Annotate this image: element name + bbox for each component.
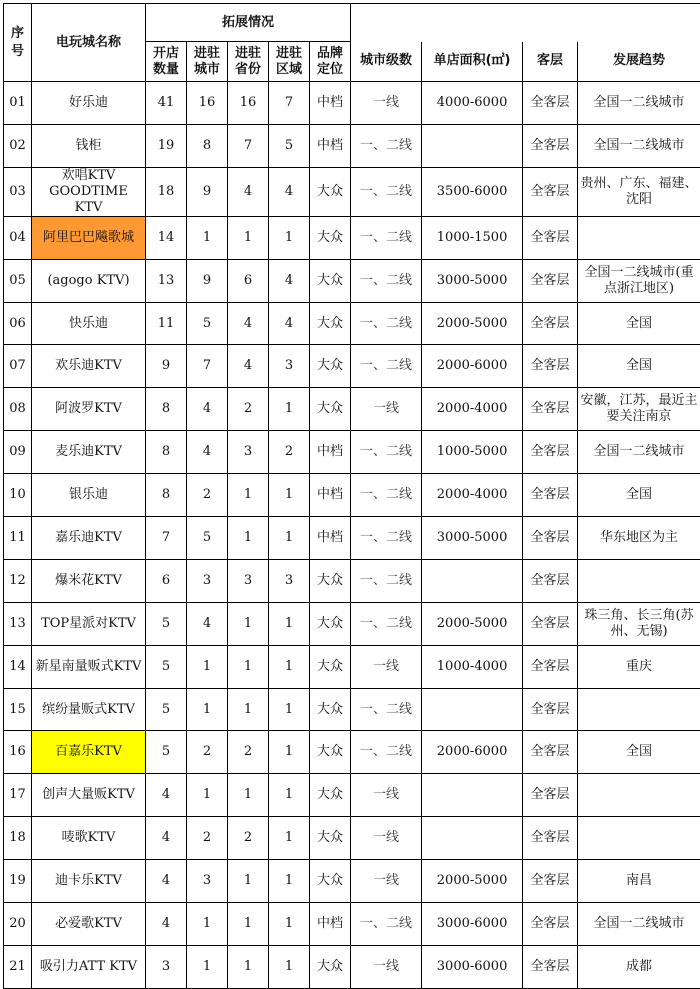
cell-stores: 5 (146, 645, 187, 688)
header-customer: 客层 (523, 42, 578, 82)
table-row (4, 860, 700, 903)
cell-provinces: 6 (228, 259, 269, 302)
cell-trend: 安徽，江苏，最近主要关注南京 (578, 388, 700, 431)
cell-city-level: 一、二线 (351, 903, 422, 946)
cell-trend (578, 817, 700, 860)
cell-area: 3000-6000 (422, 945, 523, 988)
header-area: 单店面积(㎡) (422, 42, 523, 82)
cell-cities: 5 (187, 517, 228, 560)
cell-name: 好乐迪 (32, 82, 146, 125)
cell-city-level: 一线 (351, 82, 422, 125)
cell-cities: 7 (187, 345, 228, 388)
cell-trend: 贵州、广东、福建、沈阳 (578, 167, 700, 216)
cell-customer: 全客层 (523, 903, 578, 946)
cell-name: 爆米花KTV (32, 559, 146, 602)
cell-seq: 02 (4, 124, 32, 167)
cell-area: 4000-6000 (422, 82, 523, 125)
cell-customer: 全客层 (523, 517, 578, 560)
table-row (4, 559, 700, 602)
cell-trend: 全国 (578, 345, 700, 388)
cell-trend: 全国 (578, 731, 700, 774)
cell-area: 2000-6000 (422, 731, 523, 774)
table-row (4, 945, 700, 988)
cell-positioning: 大众 (310, 167, 351, 216)
cell-districts: 1 (269, 731, 310, 774)
cell-city-level: 一、二线 (351, 517, 422, 560)
cell-provinces: 2 (228, 817, 269, 860)
cell-trend (578, 216, 700, 259)
cell-cities: 4 (187, 388, 228, 431)
cell-provinces: 4 (228, 167, 269, 216)
cell-customer: 全客层 (523, 645, 578, 688)
cell-cities: 16 (187, 82, 228, 125)
cell-positioning: 大众 (310, 259, 351, 302)
cell-cities: 1 (187, 774, 228, 817)
cell-districts: 2 (269, 431, 310, 474)
cell-districts: 1 (269, 388, 310, 431)
cell-city-level: 一线 (351, 774, 422, 817)
cell-name: 麦乐迪KTV (32, 431, 146, 474)
cell-positioning: 中档 (310, 82, 351, 125)
cell-districts: 1 (269, 774, 310, 817)
cell-city-level: 一、二线 (351, 731, 422, 774)
cell-customer: 全客层 (523, 124, 578, 167)
cell-name: 银乐迪 (32, 474, 146, 517)
cell-trend: 华东地区为主 (578, 517, 700, 560)
cell-trend (578, 774, 700, 817)
cell-customer: 全客层 (523, 302, 578, 345)
cell-name: 缤纷量贩式KTV (32, 688, 146, 731)
cell-seq: 04 (4, 216, 32, 259)
cell-area: 2000-5000 (422, 602, 523, 645)
cell-city-level: 一、二线 (351, 431, 422, 474)
cell-provinces: 4 (228, 302, 269, 345)
cell-provinces: 1 (228, 645, 269, 688)
cell-stores: 5 (146, 602, 187, 645)
cell-stores: 19 (146, 124, 187, 167)
cell-provinces: 1 (228, 945, 269, 988)
cell-seq: 14 (4, 645, 32, 688)
table-row (4, 345, 700, 388)
cell-area (422, 774, 523, 817)
header-blank (351, 4, 700, 42)
cell-stores: 4 (146, 817, 187, 860)
header-city-level: 城市级数 (351, 42, 422, 82)
cell-provinces: 2 (228, 731, 269, 774)
cell-districts: 1 (269, 903, 310, 946)
cell-stores: 41 (146, 82, 187, 125)
cell-cities: 1 (187, 945, 228, 988)
table-row (4, 817, 700, 860)
cell-positioning: 大众 (310, 602, 351, 645)
cell-districts: 3 (269, 345, 310, 388)
cell-cities: 3 (187, 559, 228, 602)
cell-city-level: 一线 (351, 817, 422, 860)
cell-trend: 全国 (578, 474, 700, 517)
cell-area: 1000-5000 (422, 431, 523, 474)
table-row (4, 517, 700, 560)
cell-seq: 05 (4, 259, 32, 302)
cell-cities: 3 (187, 860, 228, 903)
cell-customer: 全客层 (523, 817, 578, 860)
cell-districts: 1 (269, 817, 310, 860)
cell-name: 必爱歌KTV (32, 903, 146, 946)
cell-area: 3000-5000 (422, 259, 523, 302)
table-row (4, 688, 700, 731)
cell-stores: 4 (146, 774, 187, 817)
cell-positioning: 大众 (310, 216, 351, 259)
cell-seq: 10 (4, 474, 32, 517)
cell-positioning: 中档 (310, 474, 351, 517)
cell-trend: 南昌 (578, 860, 700, 903)
table-row (4, 731, 700, 774)
cell-area: 1000-4000 (422, 645, 523, 688)
cell-provinces: 16 (228, 82, 269, 125)
table-row (4, 388, 700, 431)
cell-trend: 全国一二线城市 (578, 124, 700, 167)
cell-positioning: 大众 (310, 860, 351, 903)
cell-stores: 6 (146, 559, 187, 602)
cell-city-level: 一、二线 (351, 124, 422, 167)
cell-trend (578, 559, 700, 602)
cell-provinces: 1 (228, 602, 269, 645)
header-positioning: 品牌定位 (310, 42, 351, 82)
header-stores: 开店数量 (146, 42, 187, 82)
cell-seq: 12 (4, 559, 32, 602)
cell-districts: 4 (269, 167, 310, 216)
cell-cities: 9 (187, 259, 228, 302)
cell-name: 欢唱KTV GOODTIME KTV (32, 167, 146, 216)
cell-name: 阿波罗KTV (32, 388, 146, 431)
cell-city-level: 一、二线 (351, 259, 422, 302)
cell-positioning: 中档 (310, 903, 351, 946)
cell-stores: 8 (146, 431, 187, 474)
cell-positioning: 大众 (310, 688, 351, 731)
cell-city-level: 一、二线 (351, 559, 422, 602)
cell-districts: 4 (269, 302, 310, 345)
cell-trend: 全国 (578, 302, 700, 345)
cell-provinces: 1 (228, 860, 269, 903)
cell-stores: 13 (146, 259, 187, 302)
cell-positioning: 大众 (310, 559, 351, 602)
cell-cities: 4 (187, 602, 228, 645)
cell-provinces: 4 (228, 345, 269, 388)
cell-name: 快乐迪 (32, 302, 146, 345)
cell-name: 吸引力ATT KTV (32, 945, 146, 988)
cell-positioning: 大众 (310, 817, 351, 860)
cell-stores: 8 (146, 474, 187, 517)
header-provinces: 进驻省份 (228, 42, 269, 82)
cell-area (422, 124, 523, 167)
cell-cities: 1 (187, 903, 228, 946)
cell-provinces: 2 (228, 388, 269, 431)
table-row (4, 645, 700, 688)
cell-area: 3000-6000 (422, 903, 523, 946)
cell-name: (agogo KTV) (32, 259, 146, 302)
cell-provinces: 1 (228, 903, 269, 946)
cell-stores: 4 (146, 860, 187, 903)
cell-customer: 全客层 (523, 688, 578, 731)
cell-seq: 07 (4, 345, 32, 388)
cell-customer: 全客层 (523, 167, 578, 216)
header-cities: 进驻城市 (187, 42, 228, 82)
cell-seq: 16 (4, 731, 32, 774)
cell-trend: 全国一二线城市(重点浙江地区) (578, 259, 700, 302)
cell-districts: 1 (269, 216, 310, 259)
cell-customer: 全客层 (523, 474, 578, 517)
cell-positioning: 中档 (310, 124, 351, 167)
cell-area: 2000-4000 (422, 388, 523, 431)
cell-districts: 1 (269, 688, 310, 731)
cell-area: 2000-5000 (422, 860, 523, 903)
cell-stores: 11 (146, 302, 187, 345)
table-row (4, 82, 700, 125)
cell-stores: 4 (146, 903, 187, 946)
table-row (4, 124, 700, 167)
cell-area (422, 688, 523, 731)
cell-name: 新星南量贩式KTV (32, 645, 146, 688)
cell-city-level: 一、二线 (351, 345, 422, 388)
cell-city-level: 一、二线 (351, 602, 422, 645)
header-seq: 序号 (4, 4, 32, 82)
cell-city-level: 一线 (351, 645, 422, 688)
cell-positioning: 大众 (310, 302, 351, 345)
cell-stores: 8 (146, 388, 187, 431)
cell-positioning: 大众 (310, 345, 351, 388)
table-row (4, 602, 700, 645)
cell-seq: 08 (4, 388, 32, 431)
cell-districts: 1 (269, 645, 310, 688)
cell-cities: 2 (187, 817, 228, 860)
cell-cities: 1 (187, 645, 228, 688)
cell-positioning: 中档 (310, 517, 351, 560)
cell-area: 3000-5000 (422, 517, 523, 560)
header-expansion: 拓展情况 (146, 4, 351, 42)
cell-districts: 3 (269, 559, 310, 602)
cell-districts: 1 (269, 945, 310, 988)
cell-trend: 重庆 (578, 645, 700, 688)
cell-cities: 1 (187, 216, 228, 259)
cell-name: 阿里巴巴飚歌城 (32, 216, 146, 259)
cell-seq: 06 (4, 302, 32, 345)
cell-stores: 9 (146, 345, 187, 388)
cell-area (422, 817, 523, 860)
cell-seq: 15 (4, 688, 32, 731)
header-name: 电玩城名称 (32, 4, 146, 82)
cell-provinces: 1 (228, 474, 269, 517)
cell-area: 2000-4000 (422, 474, 523, 517)
table-row (4, 302, 700, 345)
cell-cities: 8 (187, 124, 228, 167)
cell-city-level: 一线 (351, 860, 422, 903)
cell-districts: 7 (269, 82, 310, 125)
cell-cities: 9 (187, 167, 228, 216)
cell-customer: 全客层 (523, 259, 578, 302)
cell-name: 创声大量贩KTV (32, 774, 146, 817)
cell-name: 唛歌KTV (32, 817, 146, 860)
cell-seq: 17 (4, 774, 32, 817)
cell-seq: 20 (4, 903, 32, 946)
cell-city-level: 一、二线 (351, 474, 422, 517)
table-row (4, 167, 700, 216)
cell-provinces: 1 (228, 688, 269, 731)
cell-seq: 21 (4, 945, 32, 988)
cell-provinces: 1 (228, 517, 269, 560)
cell-seq: 09 (4, 431, 32, 474)
cell-stores: 7 (146, 517, 187, 560)
cell-provinces: 3 (228, 431, 269, 474)
cell-positioning: 大众 (310, 774, 351, 817)
cell-provinces: 1 (228, 774, 269, 817)
cell-seq: 18 (4, 817, 32, 860)
cell-cities: 5 (187, 302, 228, 345)
cell-provinces: 7 (228, 124, 269, 167)
cell-city-level: 一、二线 (351, 216, 422, 259)
cell-districts: 4 (269, 259, 310, 302)
cell-trend: 全国一二线城市 (578, 82, 700, 125)
table-row (4, 903, 700, 946)
cell-area: 2000-5000 (422, 302, 523, 345)
cell-name: 嘉乐迪KTV (32, 517, 146, 560)
cell-stores: 18 (146, 167, 187, 216)
cell-trend: 全国一二线城市 (578, 431, 700, 474)
cell-customer: 全客层 (523, 345, 578, 388)
cell-provinces: 3 (228, 559, 269, 602)
cell-name: 钱柜 (32, 124, 146, 167)
cell-trend (578, 688, 700, 731)
cell-seq: 01 (4, 82, 32, 125)
cell-name: 百嘉乐KTV (32, 731, 146, 774)
cell-districts: 1 (269, 517, 310, 560)
cell-seq: 03 (4, 167, 32, 216)
cell-districts: 5 (269, 124, 310, 167)
cell-positioning: 大众 (310, 731, 351, 774)
cell-cities: 1 (187, 688, 228, 731)
cell-customer: 全客层 (523, 774, 578, 817)
cell-cities: 2 (187, 731, 228, 774)
cell-trend: 成都 (578, 945, 700, 988)
cell-name: 迪卡乐KTV (32, 860, 146, 903)
cell-trend: 珠三角、长三角(苏州、无锡) (578, 602, 700, 645)
cell-districts: 1 (269, 474, 310, 517)
cell-name: 欢乐迪KTV (32, 345, 146, 388)
cell-seq: 13 (4, 602, 32, 645)
table-row (4, 474, 700, 517)
cell-cities: 2 (187, 474, 228, 517)
cell-area: 1000-1500 (422, 216, 523, 259)
cell-customer: 全客层 (523, 431, 578, 474)
cell-city-level: 一、二线 (351, 688, 422, 731)
cell-stores: 5 (146, 688, 187, 731)
header-districts: 进驻区域 (269, 42, 310, 82)
cell-positioning: 中档 (310, 431, 351, 474)
cell-cities: 4 (187, 431, 228, 474)
cell-city-level: 一线 (351, 945, 422, 988)
cell-stores: 5 (146, 731, 187, 774)
cell-area (422, 559, 523, 602)
cell-customer: 全客层 (523, 945, 578, 988)
cell-name: TOP星派对KTV (32, 602, 146, 645)
table-row (4, 431, 700, 474)
table-row (4, 216, 700, 259)
cell-seq: 19 (4, 860, 32, 903)
cell-positioning: 大众 (310, 388, 351, 431)
cell-city-level: 一线 (351, 388, 422, 431)
cell-area: 2000-6000 (422, 345, 523, 388)
table-body (4, 82, 700, 989)
cell-districts: 1 (269, 602, 310, 645)
table-header (4, 4, 700, 82)
cell-seq: 11 (4, 517, 32, 560)
cell-positioning: 大众 (310, 945, 351, 988)
cell-city-level: 一、二线 (351, 302, 422, 345)
cell-city-level: 一、二线 (351, 167, 422, 216)
header-trend: 发展趋势 (578, 42, 700, 82)
ktv-expansion-table (3, 3, 700, 989)
cell-stores: 14 (146, 216, 187, 259)
cell-provinces: 1 (228, 216, 269, 259)
cell-customer: 全客层 (523, 731, 578, 774)
table-row (4, 774, 700, 817)
cell-area: 3500-6000 (422, 167, 523, 216)
cell-customer: 全客层 (523, 82, 578, 125)
cell-stores: 3 (146, 945, 187, 988)
table-row (4, 259, 700, 302)
cell-customer: 全客层 (523, 860, 578, 903)
cell-customer: 全客层 (523, 559, 578, 602)
cell-trend: 全国一二线城市 (578, 903, 700, 946)
cell-districts: 1 (269, 860, 310, 903)
cell-customer: 全客层 (523, 216, 578, 259)
cell-customer: 全客层 (523, 602, 578, 645)
cell-customer: 全客层 (523, 388, 578, 431)
cell-positioning: 大众 (310, 645, 351, 688)
